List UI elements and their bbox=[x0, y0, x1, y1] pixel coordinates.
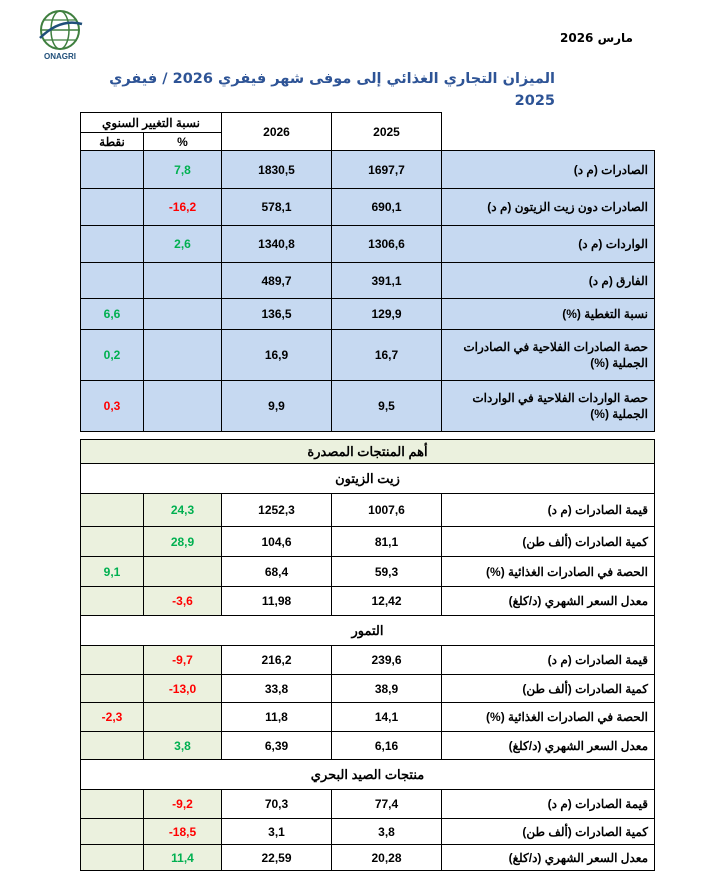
value-2025-cell: 38,9 bbox=[332, 675, 442, 703]
row-label: الحصة في الصادرات الغذائية (%) bbox=[442, 557, 655, 587]
summary-row bbox=[81, 226, 655, 263]
value-2026-cell: 3,1 bbox=[222, 819, 332, 845]
value-2026-cell: 68,4 bbox=[222, 557, 332, 587]
value-2025-cell: 81,1 bbox=[332, 527, 442, 557]
row-label: قيمة الصادرات (م د) bbox=[442, 646, 655, 675]
percent-cell bbox=[144, 299, 222, 330]
product-row bbox=[81, 732, 655, 760]
olive_oil-title-row bbox=[81, 464, 655, 494]
product-row bbox=[81, 790, 655, 819]
points-cell bbox=[81, 675, 144, 703]
row-label: الفارق (م د) bbox=[442, 263, 655, 299]
summary-row bbox=[81, 299, 655, 330]
value-2026-cell: 6,39 bbox=[222, 732, 332, 760]
product-row bbox=[81, 494, 655, 527]
table-header-row bbox=[81, 113, 655, 133]
percent-cell bbox=[144, 330, 222, 381]
report-date: مارس 2026 bbox=[560, 31, 633, 45]
year-2026-header: 2026 bbox=[222, 113, 332, 151]
row-label: كمية الصادرات (ألف طن) bbox=[442, 819, 655, 845]
fisheries-title: منتجات الصيد البحري bbox=[81, 760, 655, 790]
percent-cell bbox=[144, 703, 222, 732]
value-2025-cell: 1007,6 bbox=[332, 494, 442, 527]
percent-cell: -13,0 bbox=[144, 675, 222, 703]
value-2025-cell: 77,4 bbox=[332, 790, 442, 819]
value-2025-cell: 1697,7 bbox=[332, 151, 442, 189]
value-2025-cell: 16,7 bbox=[332, 330, 442, 381]
summary-row bbox=[81, 189, 655, 226]
point-label: نقطة bbox=[81, 133, 144, 151]
value-2026-cell: 11,98 bbox=[222, 587, 332, 616]
percent-cell bbox=[144, 557, 222, 587]
row-label: حصة الواردات الفلاحية في الواردات الجملية (%) bbox=[442, 381, 655, 432]
row-label: قيمة الصادرات (م د) bbox=[442, 494, 655, 527]
percent-cell: -3,6 bbox=[144, 587, 222, 616]
dates-title: التمور bbox=[81, 616, 655, 646]
percent-cell: 7,8 bbox=[144, 151, 222, 189]
percent-cell: -9,7 bbox=[144, 646, 222, 675]
points-cell: 9,1 bbox=[81, 557, 144, 587]
olive_oil-title: زيت الزيتون bbox=[81, 464, 655, 494]
trade-balance-table bbox=[80, 112, 655, 871]
row-label: حصة الصادرات الفلاحية في الصادرات الجملية (%) bbox=[442, 330, 655, 381]
points-cell: 0,2 bbox=[81, 330, 144, 381]
value-2026-cell: 11,8 bbox=[222, 703, 332, 732]
value-2026-cell: 216,2 bbox=[222, 646, 332, 675]
value-2025-cell: 6,16 bbox=[332, 732, 442, 760]
percent-cell: 2,6 bbox=[144, 226, 222, 263]
points-cell bbox=[81, 151, 144, 189]
summary-row bbox=[81, 330, 655, 381]
points-cell bbox=[81, 263, 144, 299]
product-row bbox=[81, 557, 655, 587]
value-2026-cell: 578,1 bbox=[222, 189, 332, 226]
row-label: الحصة في الصادرات الغذائية (%) bbox=[442, 703, 655, 732]
points-cell bbox=[81, 646, 144, 675]
row-label: معدل السعر الشهري (د/كلغ) bbox=[442, 587, 655, 616]
value-2025-cell: 12,42 bbox=[332, 587, 442, 616]
products-title: أهم المنتجات المصدرة bbox=[81, 440, 655, 464]
value-2025-cell: 9,5 bbox=[332, 381, 442, 432]
product-row bbox=[81, 646, 655, 675]
percent-cell bbox=[144, 263, 222, 299]
value-2026-cell: 70,3 bbox=[222, 790, 332, 819]
value-2026-cell: 22,59 bbox=[222, 845, 332, 871]
value-2025-cell: 14,1 bbox=[332, 703, 442, 732]
change-label: نسبة التغيير السنوي bbox=[81, 113, 222, 133]
points-cell bbox=[81, 819, 144, 845]
percent-cell: -16,2 bbox=[144, 189, 222, 226]
year-2025-header: 2025 bbox=[332, 113, 442, 151]
points-cell bbox=[81, 845, 144, 871]
value-2026-cell: 9,9 bbox=[222, 381, 332, 432]
row-label: معدل السعر الشهري (د/كلغ) bbox=[442, 845, 655, 871]
value-2025-cell: 20,28 bbox=[332, 845, 442, 871]
row-label: نسبة التغطية (%) bbox=[442, 299, 655, 330]
product-row bbox=[81, 527, 655, 557]
value-2026-cell: 1830,5 bbox=[222, 151, 332, 189]
points-cell bbox=[81, 790, 144, 819]
value-2026-cell: 136,5 bbox=[222, 299, 332, 330]
logo-text: ONAGRI bbox=[44, 52, 76, 61]
value-2026-cell: 33,8 bbox=[222, 675, 332, 703]
percent-cell bbox=[144, 381, 222, 432]
product-row bbox=[81, 703, 655, 732]
row-label: كمية الصادرات (ألف طن) bbox=[442, 527, 655, 557]
value-2025-cell: 1306,6 bbox=[332, 226, 442, 263]
product-row bbox=[81, 819, 655, 845]
dates-title-row bbox=[81, 616, 655, 646]
value-2026-cell: 489,7 bbox=[222, 263, 332, 299]
value-2026-cell: 1340,8 bbox=[222, 226, 332, 263]
summary-row bbox=[81, 381, 655, 432]
summary-row bbox=[81, 151, 655, 189]
row-label: معدل السعر الشهري (د/كلغ) bbox=[442, 732, 655, 760]
percent-cell: 3,8 bbox=[144, 732, 222, 760]
points-cell bbox=[81, 226, 144, 263]
value-2025-cell: 59,3 bbox=[332, 557, 442, 587]
row-label: الصادرات (م د) bbox=[442, 151, 655, 189]
percent-label: % bbox=[144, 133, 222, 151]
value-2026-cell: 16,9 bbox=[222, 330, 332, 381]
row-label: قيمة الصادرات (م د) bbox=[442, 790, 655, 819]
percent-cell: 11,4 bbox=[144, 845, 222, 871]
points-cell bbox=[81, 587, 144, 616]
value-2025-cell: 129,9 bbox=[332, 299, 442, 330]
points-cell: 6,6 bbox=[81, 299, 144, 330]
value-2025-cell: 391,1 bbox=[332, 263, 442, 299]
products-title-row bbox=[81, 440, 655, 464]
product-row bbox=[81, 675, 655, 703]
percent-cell: 28,9 bbox=[144, 527, 222, 557]
value-2025-cell: 239,6 bbox=[332, 646, 442, 675]
points-cell bbox=[81, 494, 144, 527]
points-cell: -2,3 bbox=[81, 703, 144, 732]
value-2025-cell: 690,1 bbox=[332, 189, 442, 226]
percent-cell: -9,2 bbox=[144, 790, 222, 819]
value-2026-cell: 104,6 bbox=[222, 527, 332, 557]
value-2026-cell: 1252,3 bbox=[222, 494, 332, 527]
points-cell bbox=[81, 732, 144, 760]
points-cell: 0,3 bbox=[81, 381, 144, 432]
row-label: الصادرات دون زيت الزيتون (م د) bbox=[442, 189, 655, 226]
points-cell bbox=[81, 527, 144, 557]
page-title: الميزان التجاري الغذائي إلى موفى شهر فيفري 2026 / فيفري 2025 bbox=[109, 71, 555, 109]
percent-cell: 24,3 bbox=[144, 494, 222, 527]
percent-cell: -18,5 bbox=[144, 819, 222, 845]
product-row bbox=[81, 845, 655, 871]
header-empty bbox=[442, 113, 655, 151]
row-label: كمية الصادرات (ألف طن) bbox=[442, 675, 655, 703]
value-2025-cell: 3,8 bbox=[332, 819, 442, 845]
fisheries-title-row bbox=[81, 760, 655, 790]
row-label: الواردات (م د) bbox=[442, 226, 655, 263]
summary-row bbox=[81, 263, 655, 299]
product-row bbox=[81, 587, 655, 616]
points-cell bbox=[81, 189, 144, 226]
